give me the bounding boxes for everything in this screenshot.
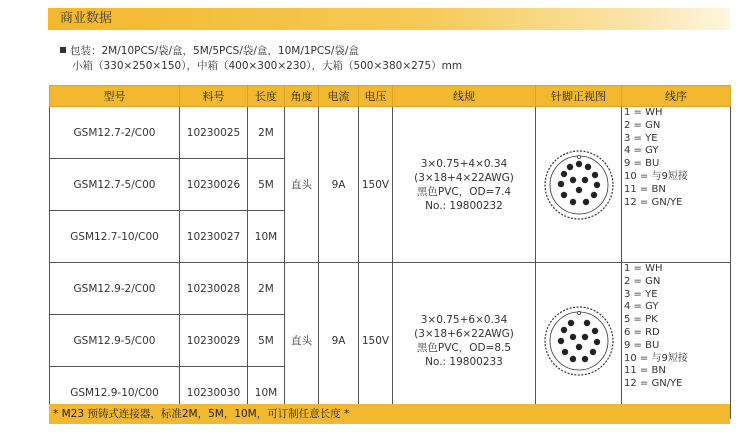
- part-cell: 10230029: [180, 315, 248, 367]
- part-cell: 10230027: [180, 211, 248, 263]
- wire-entry: 10 = 与9短接: [624, 352, 688, 364]
- model-cell: GSM12.7-2/C00: [50, 107, 180, 159]
- wire-entry: 12 = GN/YE: [624, 196, 683, 208]
- pinout-cell: [536, 107, 622, 263]
- length-cell: 5M: [248, 159, 285, 211]
- wire-entry: 4 = GY: [624, 301, 659, 313]
- length-cell: 10M: [248, 211, 285, 263]
- angle-cell: 直头: [285, 107, 319, 263]
- wire-entry: 6 = RD: [624, 326, 660, 338]
- col-header-current: 电流: [319, 86, 359, 107]
- model-cell: GSM12.9-10/C00: [50, 367, 180, 419]
- wire-entry: 9 = BU: [624, 339, 660, 351]
- part-cell: 10230026: [180, 159, 248, 211]
- cable-spec-cell: [393, 107, 536, 263]
- angle-cell: 直头: [285, 263, 319, 419]
- table-header-row: [50, 86, 731, 107]
- col-header-part: 料号: [180, 86, 248, 107]
- col-header-cable: 线规: [393, 86, 536, 107]
- product-table: [49, 85, 731, 419]
- wire-entry: 4 = GY: [624, 145, 659, 157]
- wire-entry: 3 = YE: [624, 132, 658, 144]
- voltage-cell: 150V: [359, 263, 393, 419]
- length-cell: 2M: [248, 263, 285, 315]
- footer-note: * M23 预铸式连接器，标准2M，5M，10M，可订制任意长度 *: [53, 408, 350, 420]
- wire-entry: 10 = 与9短接: [624, 170, 688, 182]
- wire-entry: 2 = GN: [624, 275, 661, 287]
- cable-spec-line: (3×18+6×22AWG): [414, 327, 514, 340]
- section-title: 商业数据: [60, 11, 113, 26]
- wire-entry: 1 = WH: [624, 263, 663, 274]
- part-cell: 10230028: [180, 263, 248, 315]
- current-cell: 9A: [319, 107, 359, 263]
- wire-entry: 9 = BU: [624, 158, 660, 170]
- packaging-line-1: 包装：2M/10PCS/袋/盒，5M/5PCS/袋/盒，10M/1PCS/袋/盒: [60, 44, 359, 58]
- packaging-line-2: 小箱（330×250×150），中箱（400×300×230），大箱（500×380×275）mm: [72, 60, 463, 72]
- voltage-cell: 150V: [359, 107, 393, 263]
- connector-pin-face-icon: [540, 146, 618, 224]
- cable-spec-cell: [393, 263, 536, 419]
- wiring-cell: [622, 263, 731, 419]
- cable-spec-line: No.: 19800233: [425, 355, 503, 368]
- connector-pin-face-icon: [540, 302, 618, 380]
- cable-spec-line: (3×18+4×22AWG): [414, 171, 514, 184]
- length-cell: 2M: [248, 107, 285, 159]
- wire-entry: 2 = GN: [624, 119, 661, 131]
- wire-entry: 1 = WH: [624, 107, 663, 118]
- length-cell: 5M: [248, 315, 285, 367]
- current-cell: 9A: [319, 263, 359, 419]
- cable-spec-line: 3×0.75+4×0.34: [420, 157, 508, 170]
- wire-entry: 3 = YE: [624, 288, 658, 300]
- wire-entry: 11 = BN: [624, 365, 666, 377]
- footer-note-bar: [49, 404, 730, 424]
- wire-entry: 12 = GN/YE: [624, 378, 683, 390]
- length-cell: 10M: [248, 367, 285, 419]
- model-cell: GSM12.7-10/C00: [50, 211, 180, 263]
- col-header-model: 型号: [50, 86, 180, 107]
- cable-spec-line: No.: 19800232: [425, 199, 503, 212]
- cable-spec-line: 黑色PVC，OD=8.5: [416, 341, 512, 354]
- col-header-voltage: 电压: [359, 86, 393, 107]
- model-cell: GSM12.9-5/C00: [50, 315, 180, 367]
- col-header-pinout: 针脚正视图: [536, 86, 622, 107]
- cable-spec-line: 黑色PVC，OD=7.4: [416, 185, 512, 198]
- section-header-bar: [48, 8, 730, 30]
- bullet-icon: [60, 47, 66, 53]
- col-header-wiring: 线序: [622, 86, 731, 107]
- cable-spec-line: 3×0.75+6×0.34: [420, 313, 508, 326]
- part-cell: 10230025: [180, 107, 248, 159]
- pinout-cell: [536, 263, 622, 419]
- wire-entry: 5 = PK: [624, 314, 658, 326]
- table-row: [50, 107, 731, 159]
- wiring-cell: [622, 107, 731, 263]
- model-cell: GSM12.9-2/C00: [50, 263, 180, 315]
- col-header-length: 长度: [248, 86, 285, 107]
- model-cell: GSM12.7-5/C00: [50, 159, 180, 211]
- table-row: [50, 263, 731, 315]
- wire-entry: 11 = BN: [624, 183, 666, 195]
- part-cell: 10230030: [180, 367, 248, 419]
- col-header-angle: 角度: [285, 86, 319, 107]
